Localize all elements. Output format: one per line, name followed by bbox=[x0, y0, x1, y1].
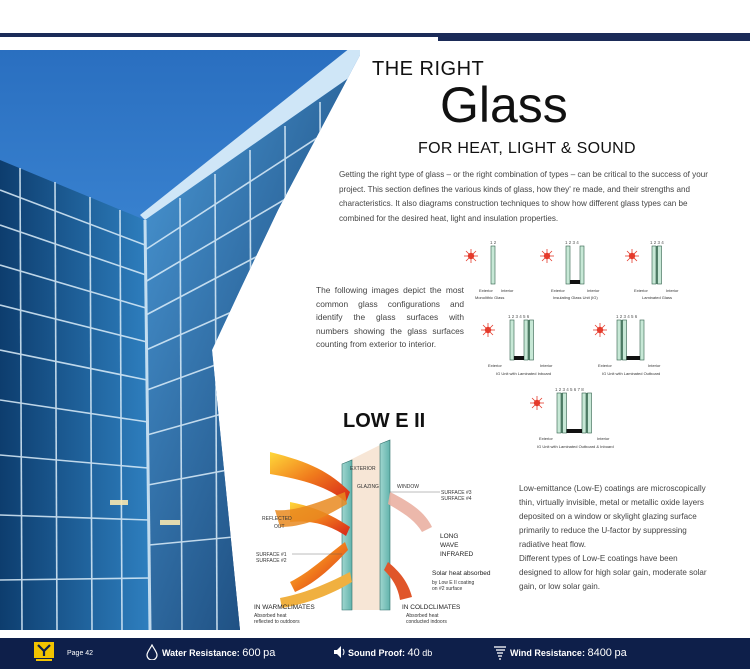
surface-numbers: 1 2 3 4 bbox=[650, 240, 664, 245]
sun-icon bbox=[464, 249, 478, 263]
interior-label: Interior bbox=[666, 288, 679, 293]
glazing-label: GLAZING bbox=[357, 484, 379, 490]
diagram-monolithic bbox=[465, 238, 535, 307]
exterior-label: Exterior bbox=[479, 288, 493, 293]
lowe-paragraph-2: Different types of Low-E coatings have been designed to allow for high solar gain, moderate solar gain, or low solar gain. bbox=[519, 554, 707, 591]
diagram-caption: Insulating Glass Unit (IG) bbox=[553, 295, 598, 300]
title-main: Glass bbox=[440, 77, 568, 133]
sound-value: 40 bbox=[407, 647, 420, 659]
page-number: Page 42 bbox=[67, 650, 94, 657]
tornado-icon bbox=[493, 644, 507, 660]
exterior-label: EXTERIOR bbox=[350, 466, 376, 472]
speaker-icon bbox=[332, 644, 346, 660]
wind-label: Wind Resistance: bbox=[510, 648, 585, 658]
exterior-label: Exterior bbox=[551, 288, 565, 293]
lowe-diagram bbox=[250, 432, 510, 622]
wind-resistance bbox=[510, 647, 627, 659]
sun-icon bbox=[625, 249, 639, 263]
lowe-description bbox=[519, 482, 709, 594]
water-drop-icon bbox=[145, 644, 159, 660]
wind-value: 8400 bbox=[587, 647, 612, 659]
cold-note bbox=[406, 613, 447, 625]
diagram-ig-laminated-inboard bbox=[478, 312, 568, 383]
diagram-caption: IG Unit with Laminated Outboard & Inboard bbox=[537, 444, 614, 449]
exterior-label: Exterior bbox=[598, 363, 612, 368]
wave-label: WAVE bbox=[440, 542, 459, 549]
lowe-title: LOW E II bbox=[343, 410, 426, 432]
window-label: WINDOW bbox=[397, 484, 419, 490]
long-label: LONG bbox=[440, 533, 459, 540]
water-label: Water Resistance: bbox=[162, 648, 240, 658]
cold-climates-label: IN COLDCLIMATES bbox=[402, 604, 461, 611]
surface-numbers: 1 2 3 4 5 6 bbox=[616, 314, 638, 319]
warm-note bbox=[254, 613, 300, 625]
interior-label: Interior bbox=[501, 288, 514, 293]
warm-note-line1: Absorbed heat bbox=[254, 613, 287, 619]
surface-numbers: 1 2 bbox=[490, 240, 497, 245]
interior-label: Interior bbox=[648, 363, 661, 368]
surface-numbers: 1 2 3 4 bbox=[565, 240, 579, 245]
sun-icon bbox=[481, 323, 495, 337]
lowe-paragraph-1: Low-emittance (Low-E) coatings are microscopically thin, virtually invisible, metal or metallic oxide layers deposited on a window or skylight glazing surface primarily to reduce the U-factor by suppressing radiative heat flow. bbox=[519, 484, 706, 549]
top-accent-bar bbox=[438, 33, 750, 41]
diagram-ig-laminated-both bbox=[527, 385, 637, 456]
warm-note-line2: reflected to outdoors bbox=[254, 619, 300, 625]
diagram-caption: IG Unit with Laminated Outboard bbox=[602, 371, 661, 376]
title-subtitle: FOR HEAT, LIGHT & SOUND bbox=[418, 140, 636, 157]
diagram-caption: Monolithic Glass bbox=[475, 295, 505, 300]
exterior-label: Exterior bbox=[539, 436, 553, 441]
water-value: 600 bbox=[242, 647, 261, 659]
water-resistance bbox=[162, 647, 275, 659]
exterior-label: Exterior bbox=[634, 288, 648, 293]
title-line1: THE RIGHT bbox=[372, 58, 485, 80]
sound-proof bbox=[348, 647, 432, 659]
sound-label: Sound Proof: bbox=[348, 648, 405, 658]
by-lowe-label: by Low E II coating bbox=[432, 580, 475, 586]
images-description: The following images depict the most common glass configurations and identify the glass surfaces with numbers showing the glass surfaces counting from exterior to interior. bbox=[316, 285, 464, 349]
diagram-laminated bbox=[622, 238, 692, 307]
warm-climates-label: IN WARMCLIMATES bbox=[254, 604, 315, 611]
sun-icon bbox=[540, 249, 554, 263]
intro-paragraph: Getting the right type of glass – or the right combination of types – can be critical to the success of your project. This section defines the various kinds of glass, how they' re made, and their strengths and characteristics. It also diagrams construction techniques to show how different glass types can be combined for the desired heat, light and insulation properties. bbox=[339, 170, 708, 223]
cold-note-line2: conducted indoors bbox=[406, 619, 447, 625]
diagram-ig-laminated-outboard bbox=[590, 312, 680, 383]
surface2-label: SURFACE #2 bbox=[256, 558, 287, 564]
interior-label: Interior bbox=[540, 363, 553, 368]
surface-numbers: 1 2 3 4 5 6 bbox=[508, 314, 530, 319]
diagram-caption: IG Unit with Laminated Inboard bbox=[496, 371, 552, 376]
on-surface-label: on #2 surface bbox=[432, 586, 463, 592]
diagram-caption: Laminated Glass bbox=[642, 295, 673, 300]
reflected-label: REFLECTED bbox=[262, 516, 292, 522]
exterior-label: Exterior bbox=[488, 363, 502, 368]
brand-logo-icon bbox=[34, 642, 54, 664]
solar-heat-label: Solar heat absorbed bbox=[432, 570, 491, 577]
surface1-label: SURFACE #1 bbox=[256, 552, 287, 558]
footer-bar bbox=[0, 638, 750, 669]
surface-numbers: 1 2 3 4 5 6 7 8 bbox=[555, 387, 584, 392]
sun-icon bbox=[530, 396, 544, 410]
sun-icon bbox=[593, 323, 607, 337]
water-unit: pa bbox=[263, 647, 276, 659]
diagram-insulating bbox=[537, 238, 617, 307]
interior-label: Interior bbox=[587, 288, 600, 293]
out-label: OUT bbox=[274, 524, 285, 530]
wind-unit: pa bbox=[614, 647, 627, 659]
infrared-label: INFRARED bbox=[440, 551, 474, 558]
interior-label: Interior bbox=[597, 436, 610, 441]
cold-note-line1: Absorbed heat bbox=[406, 613, 439, 619]
surface4-label: SURFACE #4 bbox=[441, 496, 472, 502]
surface3-label: SURFACE #3 bbox=[441, 490, 472, 496]
sound-unit: db bbox=[422, 648, 433, 658]
